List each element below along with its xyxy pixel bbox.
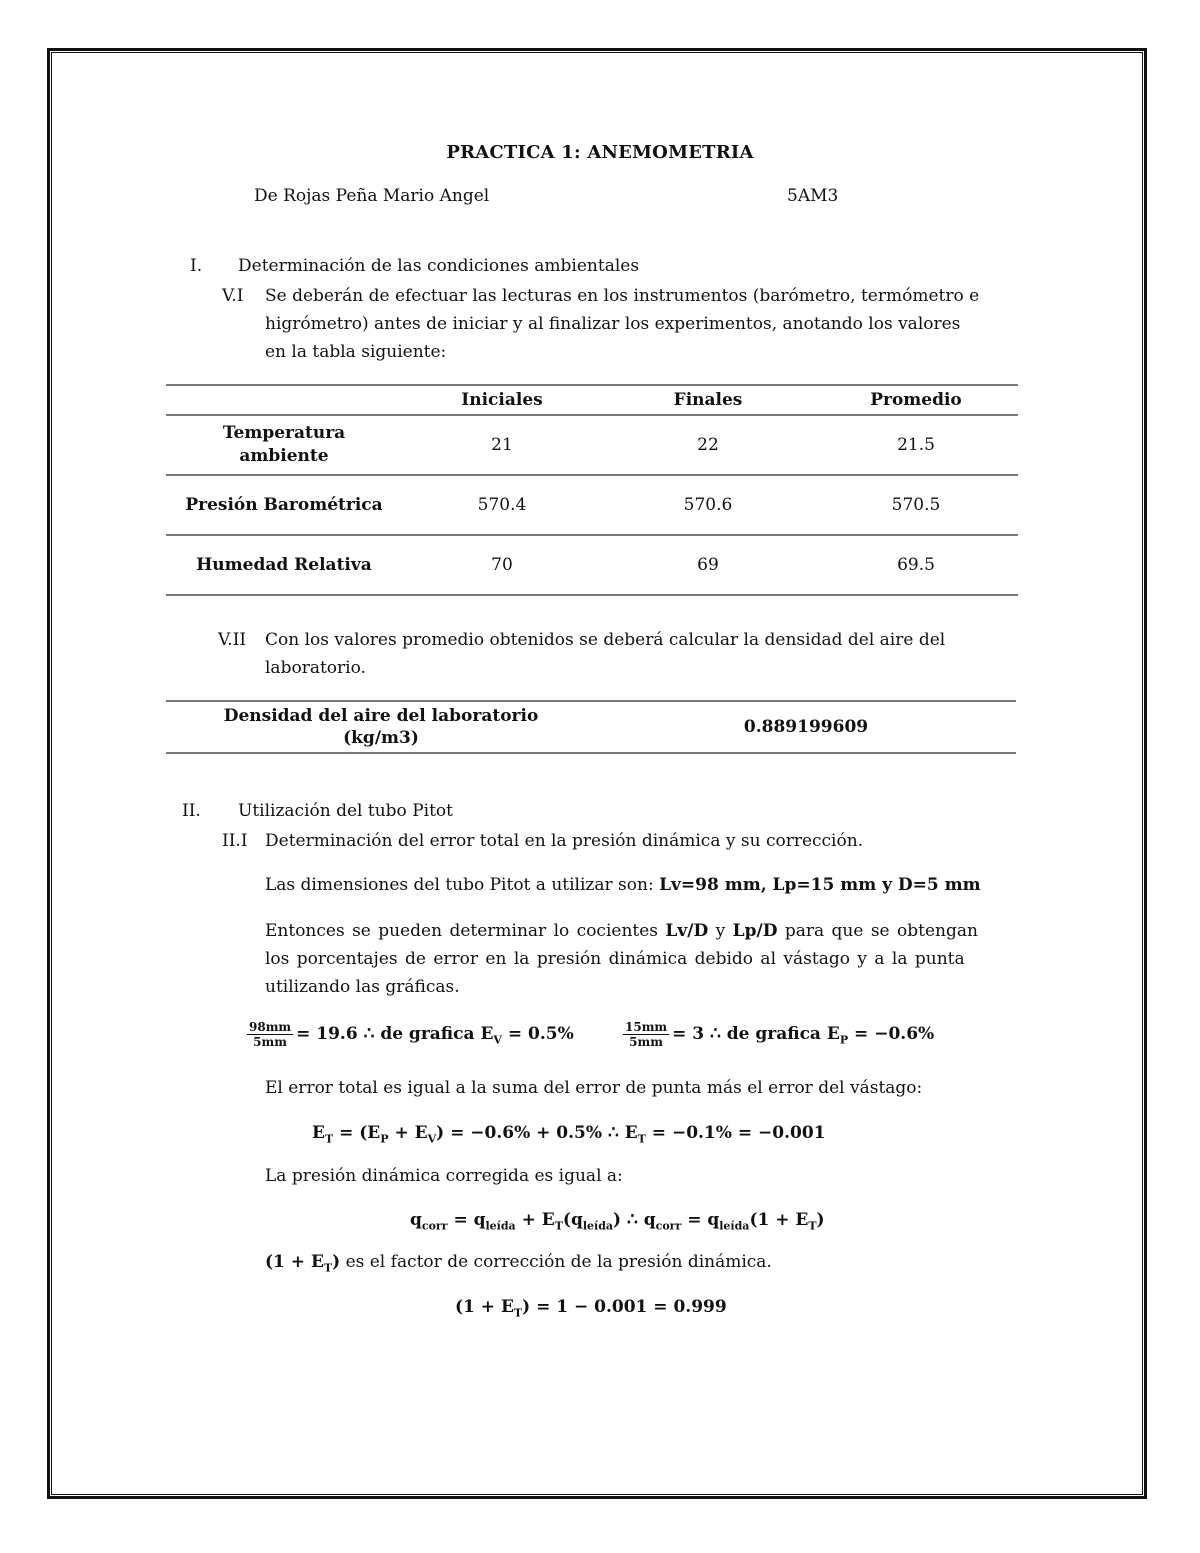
equation-ep	[620, 1020, 934, 1049]
section2-number: II.	[182, 801, 201, 821]
density-value: 0.889199609	[743, 717, 869, 737]
table-header-row	[166, 385, 1018, 415]
fraction-num: 98mm	[249, 1020, 292, 1034]
dims-text: Las dimensiones del tubo Pitot a utilizar son:	[265, 875, 654, 895]
cell-finales: 570.6	[683, 495, 733, 515]
lp-d-ratio: Lp/D	[732, 921, 778, 941]
density-label-line: Densidad del aire del laboratorio	[223, 706, 539, 726]
student-name: De Rojas Peña Mario Angel	[254, 186, 490, 206]
row-label	[166, 415, 402, 475]
table-header-iniciales: Iniciales	[461, 390, 543, 410]
section1-number: I.	[190, 256, 203, 276]
section2-heading: Utilización del tubo Pitot	[238, 801, 453, 821]
cell-iniciales: 570.4	[477, 495, 527, 515]
cell-finales: 69	[697, 555, 719, 575]
row-label-line: Temperatura	[222, 423, 346, 443]
v2-line: laboratorio.	[265, 658, 366, 678]
table-row	[166, 701, 1016, 753]
eq-value: = −0.6%	[854, 1024, 935, 1044]
v1-paragraph	[265, 282, 979, 366]
v2-paragraph	[265, 626, 945, 682]
pitot-dimensions	[265, 875, 981, 895]
eq-text: = 19.6 ∴ de grafica	[296, 1024, 475, 1044]
density-label-line: (kg/m3)	[343, 728, 419, 748]
eq-symbol: E	[826, 1024, 840, 1044]
table-row	[166, 415, 1018, 475]
sub: leída	[582, 1219, 614, 1233]
factor-text: es el factor de corrección de la presión dinámica.	[345, 1252, 772, 1272]
sub: corr	[421, 1219, 448, 1233]
sub-label: II.I	[222, 831, 248, 851]
sub: leída	[485, 1219, 516, 1233]
v1-line: higrómetro) antes de iniciar y al finalizar los experimentos, anotando los valores	[265, 314, 961, 334]
cell-promedio: 69.5	[897, 555, 935, 575]
fraction-den: 5mm	[253, 1035, 287, 1049]
cocientes-line: los porcentajes de error en la presión dinámica debido al vástago y a la punta	[265, 949, 965, 969]
eq-symbol: E	[480, 1024, 494, 1044]
eq-text: = −0.6% + 0.5% ∴	[450, 1123, 619, 1143]
cocientes-paragraph	[265, 917, 1035, 1001]
density-label	[166, 701, 596, 753]
v1-line: Se deberán de efectuar las lecturas en los instrumentos (barómetro, termómetro e	[265, 286, 980, 306]
presion-text: La presión dinámica corregida es igual a:	[265, 1166, 623, 1186]
row-label-line: ambiente	[239, 446, 329, 466]
eq-sub: P	[839, 1033, 849, 1047]
eq-text: = 3 ∴ de grafica	[672, 1024, 821, 1044]
cocientes-line: utilizando las gráficas.	[265, 977, 460, 997]
cell-iniciales: 70	[491, 555, 513, 575]
text: para que se obtengan	[777, 921, 978, 941]
row-label: Humedad Relativa	[196, 554, 372, 575]
table-row	[166, 475, 1018, 535]
cell-finales: 22	[697, 435, 719, 455]
density-table	[166, 700, 1016, 754]
table-header-finales: Finales	[673, 390, 743, 410]
equation-q-corr: $q_{corr} = q_{leída} + E_T(q_{leída})$ ∴ $q_{corr} = q_{leída}(1 + E_T)$	[410, 1210, 825, 1233]
sub-heading: Determinación del error total en la presión dinámica y su corrección.	[265, 831, 864, 851]
v1-label: V.I	[222, 286, 244, 306]
equation-error-total: $E_T = (E_P + E_V) = -0.6\% + 0.5\%$ ∴ $E_T = -0.1\% = -0.001$	[312, 1123, 826, 1146]
section1-heading: Determinación de las condiciones ambientales	[238, 256, 640, 276]
cell-iniciales: 21	[491, 435, 513, 455]
cell-promedio: 570.5	[891, 495, 941, 515]
eq-result: = 1 − 0.001 = 0.999	[536, 1297, 727, 1317]
text: y	[708, 921, 733, 941]
table-header-promedio: Promedio	[870, 390, 962, 410]
fraction-den: 5mm	[629, 1035, 663, 1049]
fraction-num: 15mm	[625, 1020, 668, 1034]
sub: leída	[719, 1219, 750, 1233]
eq-sub: V	[493, 1033, 502, 1047]
dims-values: Lv=98 mm, Lp=15 mm y D=5 mm	[659, 875, 981, 895]
equation-ev	[244, 1020, 574, 1049]
table-row	[166, 535, 1018, 595]
v2-label: V.II	[218, 630, 247, 650]
eq-value: = 0.5%	[507, 1024, 574, 1044]
ambient-conditions-table	[166, 384, 1018, 596]
v2-line: Con los valores promedio obtenidos se deberá calcular la densidad del aire del	[265, 630, 946, 650]
table-header-cell	[166, 385, 402, 415]
row-label: Presión Barométrica	[185, 494, 383, 515]
lv-d-ratio: Lv/D	[665, 921, 709, 941]
sub: corr	[655, 1219, 682, 1233]
cell-promedio: 21.5	[897, 435, 935, 455]
fraction	[623, 1020, 669, 1049]
factor-line: $(1 + E_T)$ es el factor de corrección de la presión dinámica.	[265, 1252, 772, 1275]
error-total-text: El error total es igual a la suma del error de punta más el error del vástago:	[265, 1078, 923, 1098]
equation-factor: $(1 + E_T) = 1 - 0.001 = 0.999$	[455, 1297, 727, 1320]
v1-line: en la tabla siguiente:	[265, 342, 447, 362]
eq-result: = −0.1% = −0.001	[651, 1123, 826, 1143]
fraction	[247, 1020, 293, 1049]
document-title: PRACTICA 1: ANEMOMETRIA	[446, 142, 754, 163]
student-group: 5AM3	[787, 186, 839, 206]
text: Entonces se pueden determinar lo cocientes	[265, 921, 666, 941]
cocientes-line	[265, 917, 1035, 945]
